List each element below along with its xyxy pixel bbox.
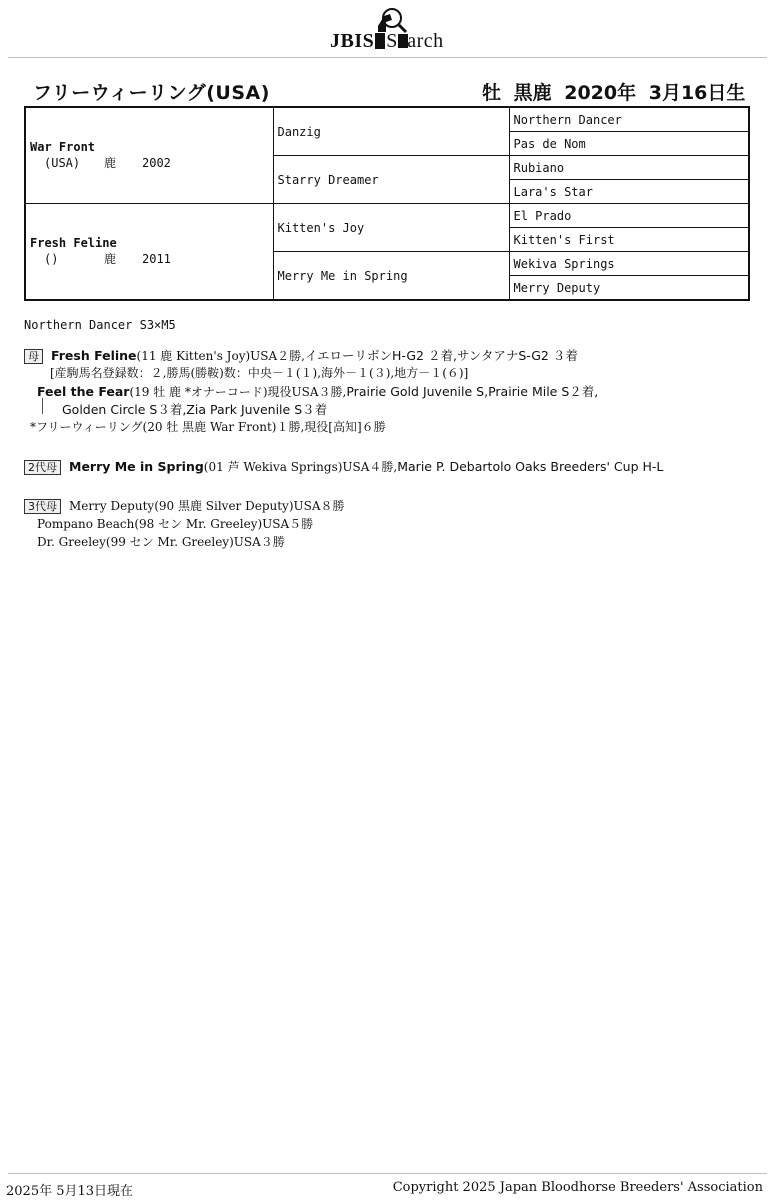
sire-name: War Front [30,140,96,154]
logo-prefix: JBIS [330,30,375,52]
logo-text [330,30,444,53]
pedigree-gen3[interactable]: Northern Dancer [509,107,749,132]
continuation-bar [42,398,43,414]
second-dam-race: Marie P. Debartolo Oaks Breeders' Cup H-L [397,459,664,474]
pedigree-gen3[interactable]: Lara's Star [509,180,749,204]
dam-country: () [44,252,59,266]
sire-color: 鹿 [104,156,117,170]
sire-country: (USA) [44,156,81,170]
dam-paren: (11 鹿 Kitten's Joy)USA２勝, [136,349,305,363]
horse-name: フリーウィーリング(USA) [33,82,270,104]
dam-line [24,346,578,364]
foal1-paren: (19 牡 鹿 *オナーコード)現役USA３勝, [129,385,347,399]
dam-race: イエローリボンH-G2 ２着,サンタアナS-G2 ３着 [304,348,578,363]
third-dam-foal: Pompano Beach(98 セン Mr. Greeley)USA５勝 [37,517,314,531]
foal1-name[interactable]: Feel the Fear [37,384,130,399]
pedigree-gen2[interactable]: Kitten's Joy [273,204,509,252]
pedigree-gen3[interactable]: Merry Deputy [509,276,749,301]
pedigree-gen2[interactable]: Starry Dreamer [273,156,509,204]
jbis-search-logo[interactable] [326,6,466,54]
second-dam-badge: 2代母 [24,460,61,475]
pedigree-gen3[interactable]: Kitten's First [509,228,749,252]
dam-stats: [産駒馬名登録数：２,勝馬(勝鞍)数：中央－１(１),海外－１(３),地方－１(６)] [50,366,469,380]
sire-year: 2002 [142,156,171,170]
pedigree-gen2[interactable]: Danzig [273,107,509,156]
dam-year: 2011 [142,252,171,266]
inbreeding-note: Northern Dancer S3×M5 [24,318,176,332]
horse-info: 牡 黒鹿 2020年 3月16日生 [482,82,746,104]
pedigree-gen3[interactable]: El Prado [509,204,749,228]
dam-badge: 母 [24,349,43,364]
pedigree-gen3[interactable]: Pas de Nom [509,132,749,156]
second-dam-name[interactable]: Merry Me in Spring [69,459,204,474]
foal1-line [37,382,598,400]
pedigree-gen2[interactable]: Merry Me in Spring [273,252,509,301]
as-of-date: 2025年 5月13日現在 [6,1184,134,1199]
header-divider [8,57,767,58]
pedigree-gen3[interactable]: Wekiva Springs [509,252,749,276]
third-dam-badge: 3代母 [24,499,61,514]
logo-suffix: Search [386,30,444,52]
copyright: Copyright 2025 Japan Bloodhorse Breeders' Association [392,1180,763,1195]
foal1-race: Prairie Gold Juvenile S,Prairie Mile S２着, [346,384,599,399]
dam-family-name[interactable]: Fresh Feline [51,348,137,363]
pedigree-table [24,106,750,301]
dam-name: Fresh Feline [30,236,117,250]
foal1-race2: Golden Circle S３着,Zia Park Juvenile S３着 [62,402,328,417]
third-dam-text: Merry Deputy(90 黒鹿 Silver Deputy)USA８勝 [69,499,345,513]
foal2-line: *フリーウィーリング(20 牡 黒鹿 War Front)１勝,現役[高知]６勝 [30,420,386,434]
footer-divider [8,1173,767,1174]
third-dam-foal: Dr. Greeley(99 セン Mr. Greeley)USA３勝 [37,535,285,549]
dam-color: 鹿 [104,252,117,266]
third-dam-line [24,497,345,514]
second-dam-line [24,458,663,475]
second-dam-paren: (01 芦 Wekiva Springs)USA４勝, [203,460,398,474]
sire-cell[interactable] [25,107,273,204]
pedigree-gen3[interactable]: Rubiano [509,156,749,180]
dam-cell[interactable] [25,204,273,301]
